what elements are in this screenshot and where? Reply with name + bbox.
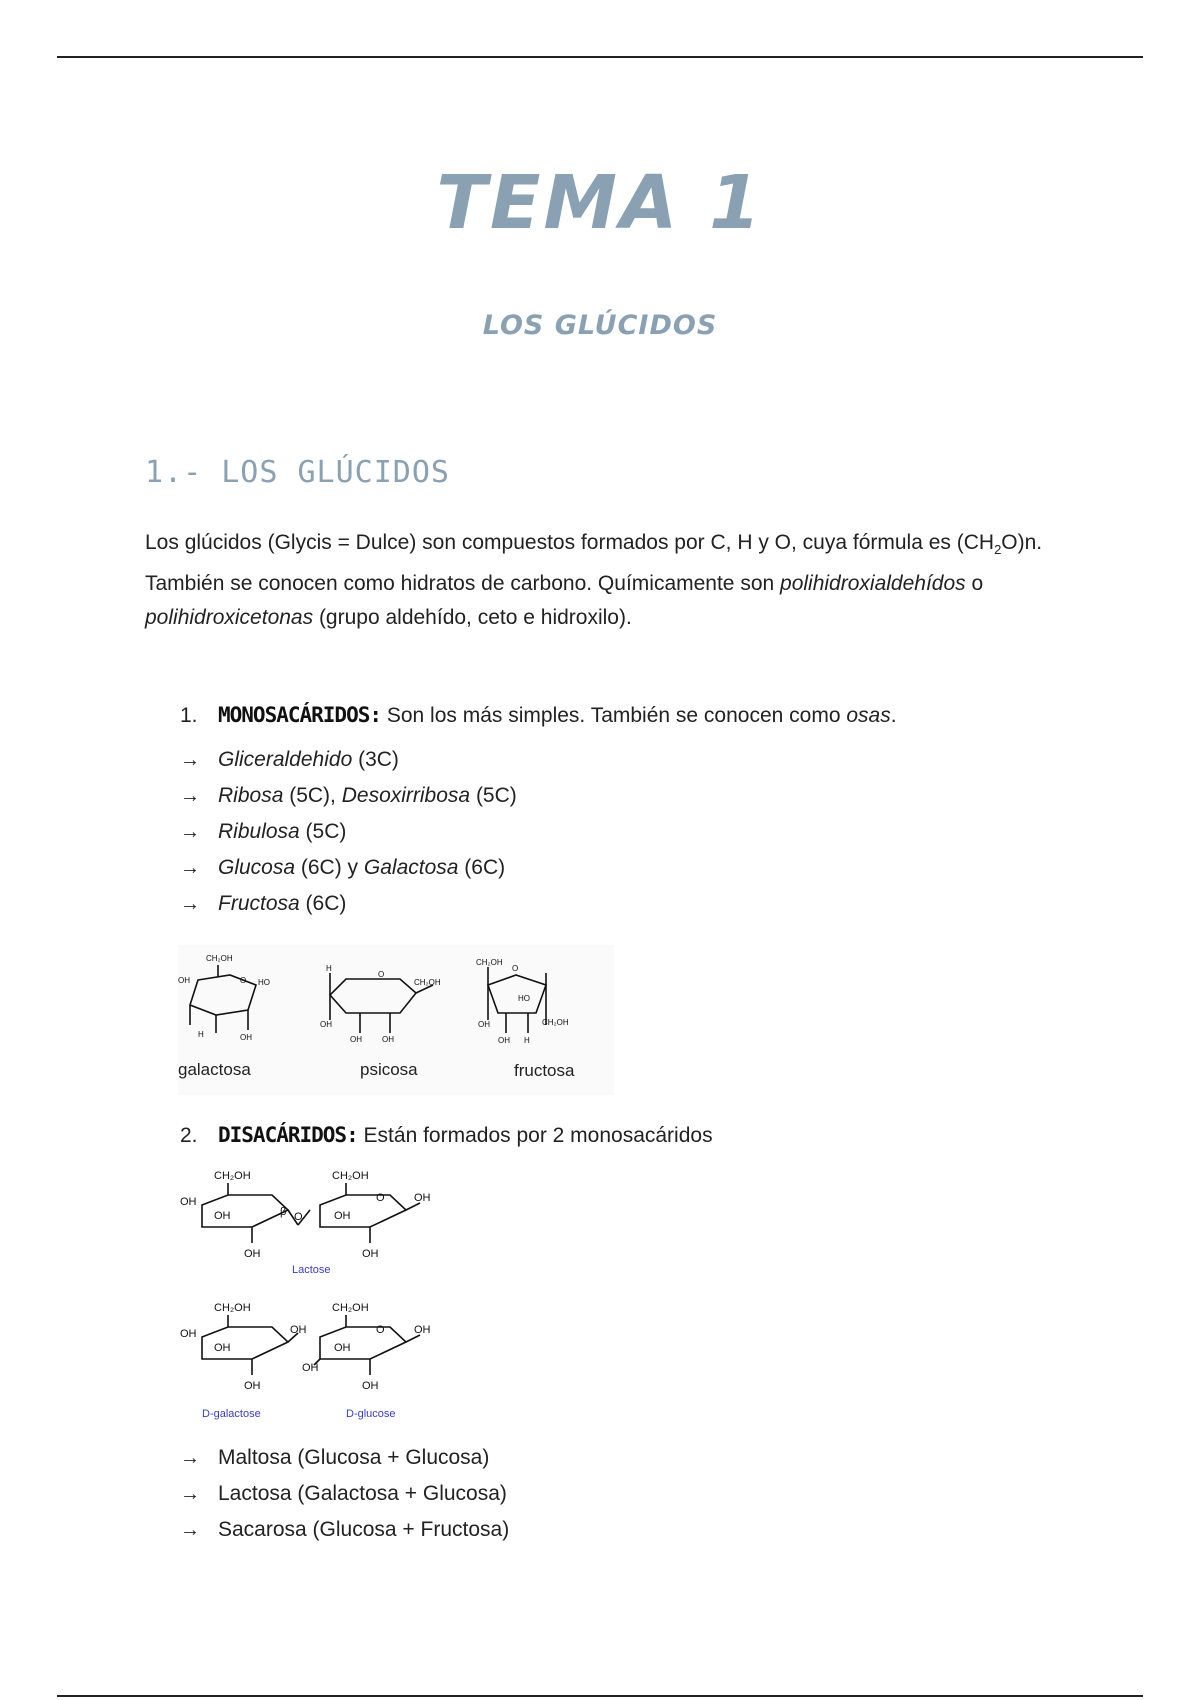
item-detail: (5C), — [283, 784, 342, 807]
list-number: 2. — [180, 1124, 198, 1147]
arrow-icon: → — [180, 821, 200, 843]
group-ch2oh: CH₂OH — [214, 1170, 251, 1182]
figure-label-d-glucose: D-glucose — [346, 1408, 396, 1420]
figure-label-lactose: Lactose — [292, 1264, 331, 1276]
group-h: H — [524, 1036, 530, 1045]
figure-label-d-galactose: D-galactose — [202, 1408, 261, 1420]
psicosa-ring — [330, 979, 416, 1013]
group-oh: OH — [302, 1362, 319, 1374]
group-oh: OH — [334, 1342, 351, 1354]
group-oh: OH — [498, 1036, 510, 1045]
group-oh: OH — [334, 1210, 351, 1222]
group-oh: OH — [214, 1210, 231, 1222]
arrow-icon: → — [180, 1447, 200, 1469]
arrow-icon: → — [180, 1483, 200, 1505]
page-title: TEMA 1 — [436, 160, 764, 246]
group-o: O — [240, 976, 247, 985]
disacaridos-title — [180, 1123, 713, 1148]
group-h: H — [326, 964, 332, 973]
arrow-icon: → — [180, 857, 200, 879]
figure-label-psicosa: psicosa — [360, 1060, 418, 1079]
arrow-icon: → — [180, 749, 200, 771]
list-text: Son los más simples. También se conocen como — [381, 704, 847, 727]
group-oh: OH — [350, 1035, 362, 1044]
list-item — [180, 1476, 509, 1512]
list-item — [180, 850, 517, 886]
group-oh: OH — [362, 1380, 379, 1392]
disaccharide-structures-svg — [180, 1165, 470, 1430]
group-oh: OH — [382, 1035, 394, 1044]
group-ch2oh: CH₂OH — [542, 1018, 569, 1027]
group-o: O — [376, 1324, 385, 1336]
monosacaridos-title — [180, 703, 897, 728]
item-detail: (3C) — [352, 748, 399, 771]
glucose-ring — [320, 1327, 406, 1359]
group-oh: OH — [320, 1020, 332, 1029]
group-ch2oh: CH₂OH — [414, 978, 441, 987]
list-item — [180, 1512, 509, 1548]
item-name: Ribulosa — [218, 820, 300, 843]
group-oh: OH — [414, 1192, 431, 1204]
group-oh: OH — [180, 1196, 197, 1208]
group-ho: HO — [518, 994, 530, 1003]
group-ch2oh: CH₂OH — [476, 958, 503, 967]
group-ch2oh: CH₂OH — [214, 1302, 251, 1314]
item-text: Lactosa (Galactosa + Glucosa) — [218, 1482, 507, 1505]
list-italic: osas — [846, 704, 891, 727]
intro-text-end: (grupo aldehído, ceto e hidroxilo). — [313, 606, 632, 630]
fructosa-ring — [488, 975, 546, 1013]
group-oh: OH — [244, 1248, 261, 1260]
group-ho: HO — [258, 978, 270, 987]
item-name: Desoxirribosa — [341, 784, 471, 807]
intro-text-2: O)n. También se conocen como hidratos de carbono. Químicamente son — [145, 531, 1043, 596]
list-item — [180, 814, 517, 850]
group-oh: OH — [478, 1020, 490, 1029]
group-ch2oh: CH₂OH — [332, 1170, 369, 1182]
disacaridos-list — [180, 1440, 509, 1548]
bottom-rule — [57, 1695, 1143, 1697]
keyword: MONOSACÁRIDOS: — [218, 703, 382, 727]
monosaccharide-structures-svg — [178, 945, 614, 1095]
monosacaridos-list — [180, 742, 517, 922]
page-subtitle: LOS GLÚCIDOS — [482, 310, 718, 341]
list-text: Están formados por 2 monosacáridos — [357, 1124, 713, 1147]
figure-label-fructosa: fructosa — [514, 1061, 575, 1080]
intro-paragraph — [145, 526, 1075, 635]
group-beta: β — [280, 1206, 287, 1218]
item-detail: (6C) — [458, 856, 506, 879]
item-text: Sacarosa (Glucosa + Fructosa) — [218, 1518, 510, 1541]
group-oh: OH — [290, 1324, 307, 1336]
group-oh: OH — [240, 1033, 252, 1042]
monosaccharide-structures-figure — [178, 945, 614, 1095]
item-detail: (5C) — [470, 784, 517, 807]
group-o: O — [378, 970, 385, 979]
list-end: . — [890, 704, 897, 727]
section-heading: 1.- LOS GLÚCIDOS — [145, 455, 450, 490]
lactose-ring-right — [320, 1195, 406, 1227]
group-h: H — [198, 1030, 204, 1039]
group-oh: OH — [244, 1380, 261, 1392]
group-o: O — [376, 1192, 385, 1204]
intro-text-1: Los glúcidos (Glycis = Dulce) son compuestos formados por C, H y O, cuya fórmula es (CH — [145, 531, 995, 554]
item-detail: (6C) y — [295, 856, 364, 879]
item-name: Gliceraldehido — [218, 748, 353, 771]
list-item — [180, 1440, 509, 1476]
group-oh: OH — [362, 1248, 379, 1260]
arrow-icon: → — [180, 1519, 200, 1541]
item-text: Maltosa (Glucosa + Glucosa) — [218, 1446, 490, 1469]
list-item — [180, 886, 517, 922]
arrow-icon: → — [180, 785, 200, 807]
group-oh: OH — [214, 1342, 231, 1354]
item-detail: (6C) — [299, 892, 347, 915]
list-number: 1. — [180, 704, 198, 727]
group-ch2oh: CH₂OH — [332, 1302, 369, 1314]
intro-text-mid: o — [965, 572, 984, 596]
item-name: Ribosa — [218, 784, 284, 807]
figure-label-galactosa: galactosa — [178, 1060, 251, 1079]
disaccharide-structures-figure — [180, 1165, 470, 1430]
keyword: DISACÁRIDOS: — [218, 1123, 358, 1147]
group-oh: OH — [180, 1328, 197, 1340]
intro-italic-2: polihidroxicetonas — [145, 606, 314, 630]
top-rule — [57, 56, 1143, 58]
item-name: Galactosa — [363, 856, 459, 879]
arrow-icon: → — [180, 893, 200, 915]
item-name: Glucosa — [218, 856, 296, 879]
group-o: O — [512, 964, 519, 973]
group-o: O — [294, 1211, 303, 1223]
intro-subscript: 2 — [994, 542, 1002, 558]
item-detail: (5C) — [299, 820, 347, 843]
intro-italic-1: polihidroxialdehídos — [780, 572, 966, 596]
group-oh: OH — [414, 1324, 431, 1336]
list-item — [180, 742, 517, 778]
item-name: Fructosa — [218, 892, 300, 915]
list-item — [180, 778, 517, 814]
group-ch2oh: CH₂OH — [206, 954, 233, 963]
group-oh: OH — [178, 976, 190, 985]
